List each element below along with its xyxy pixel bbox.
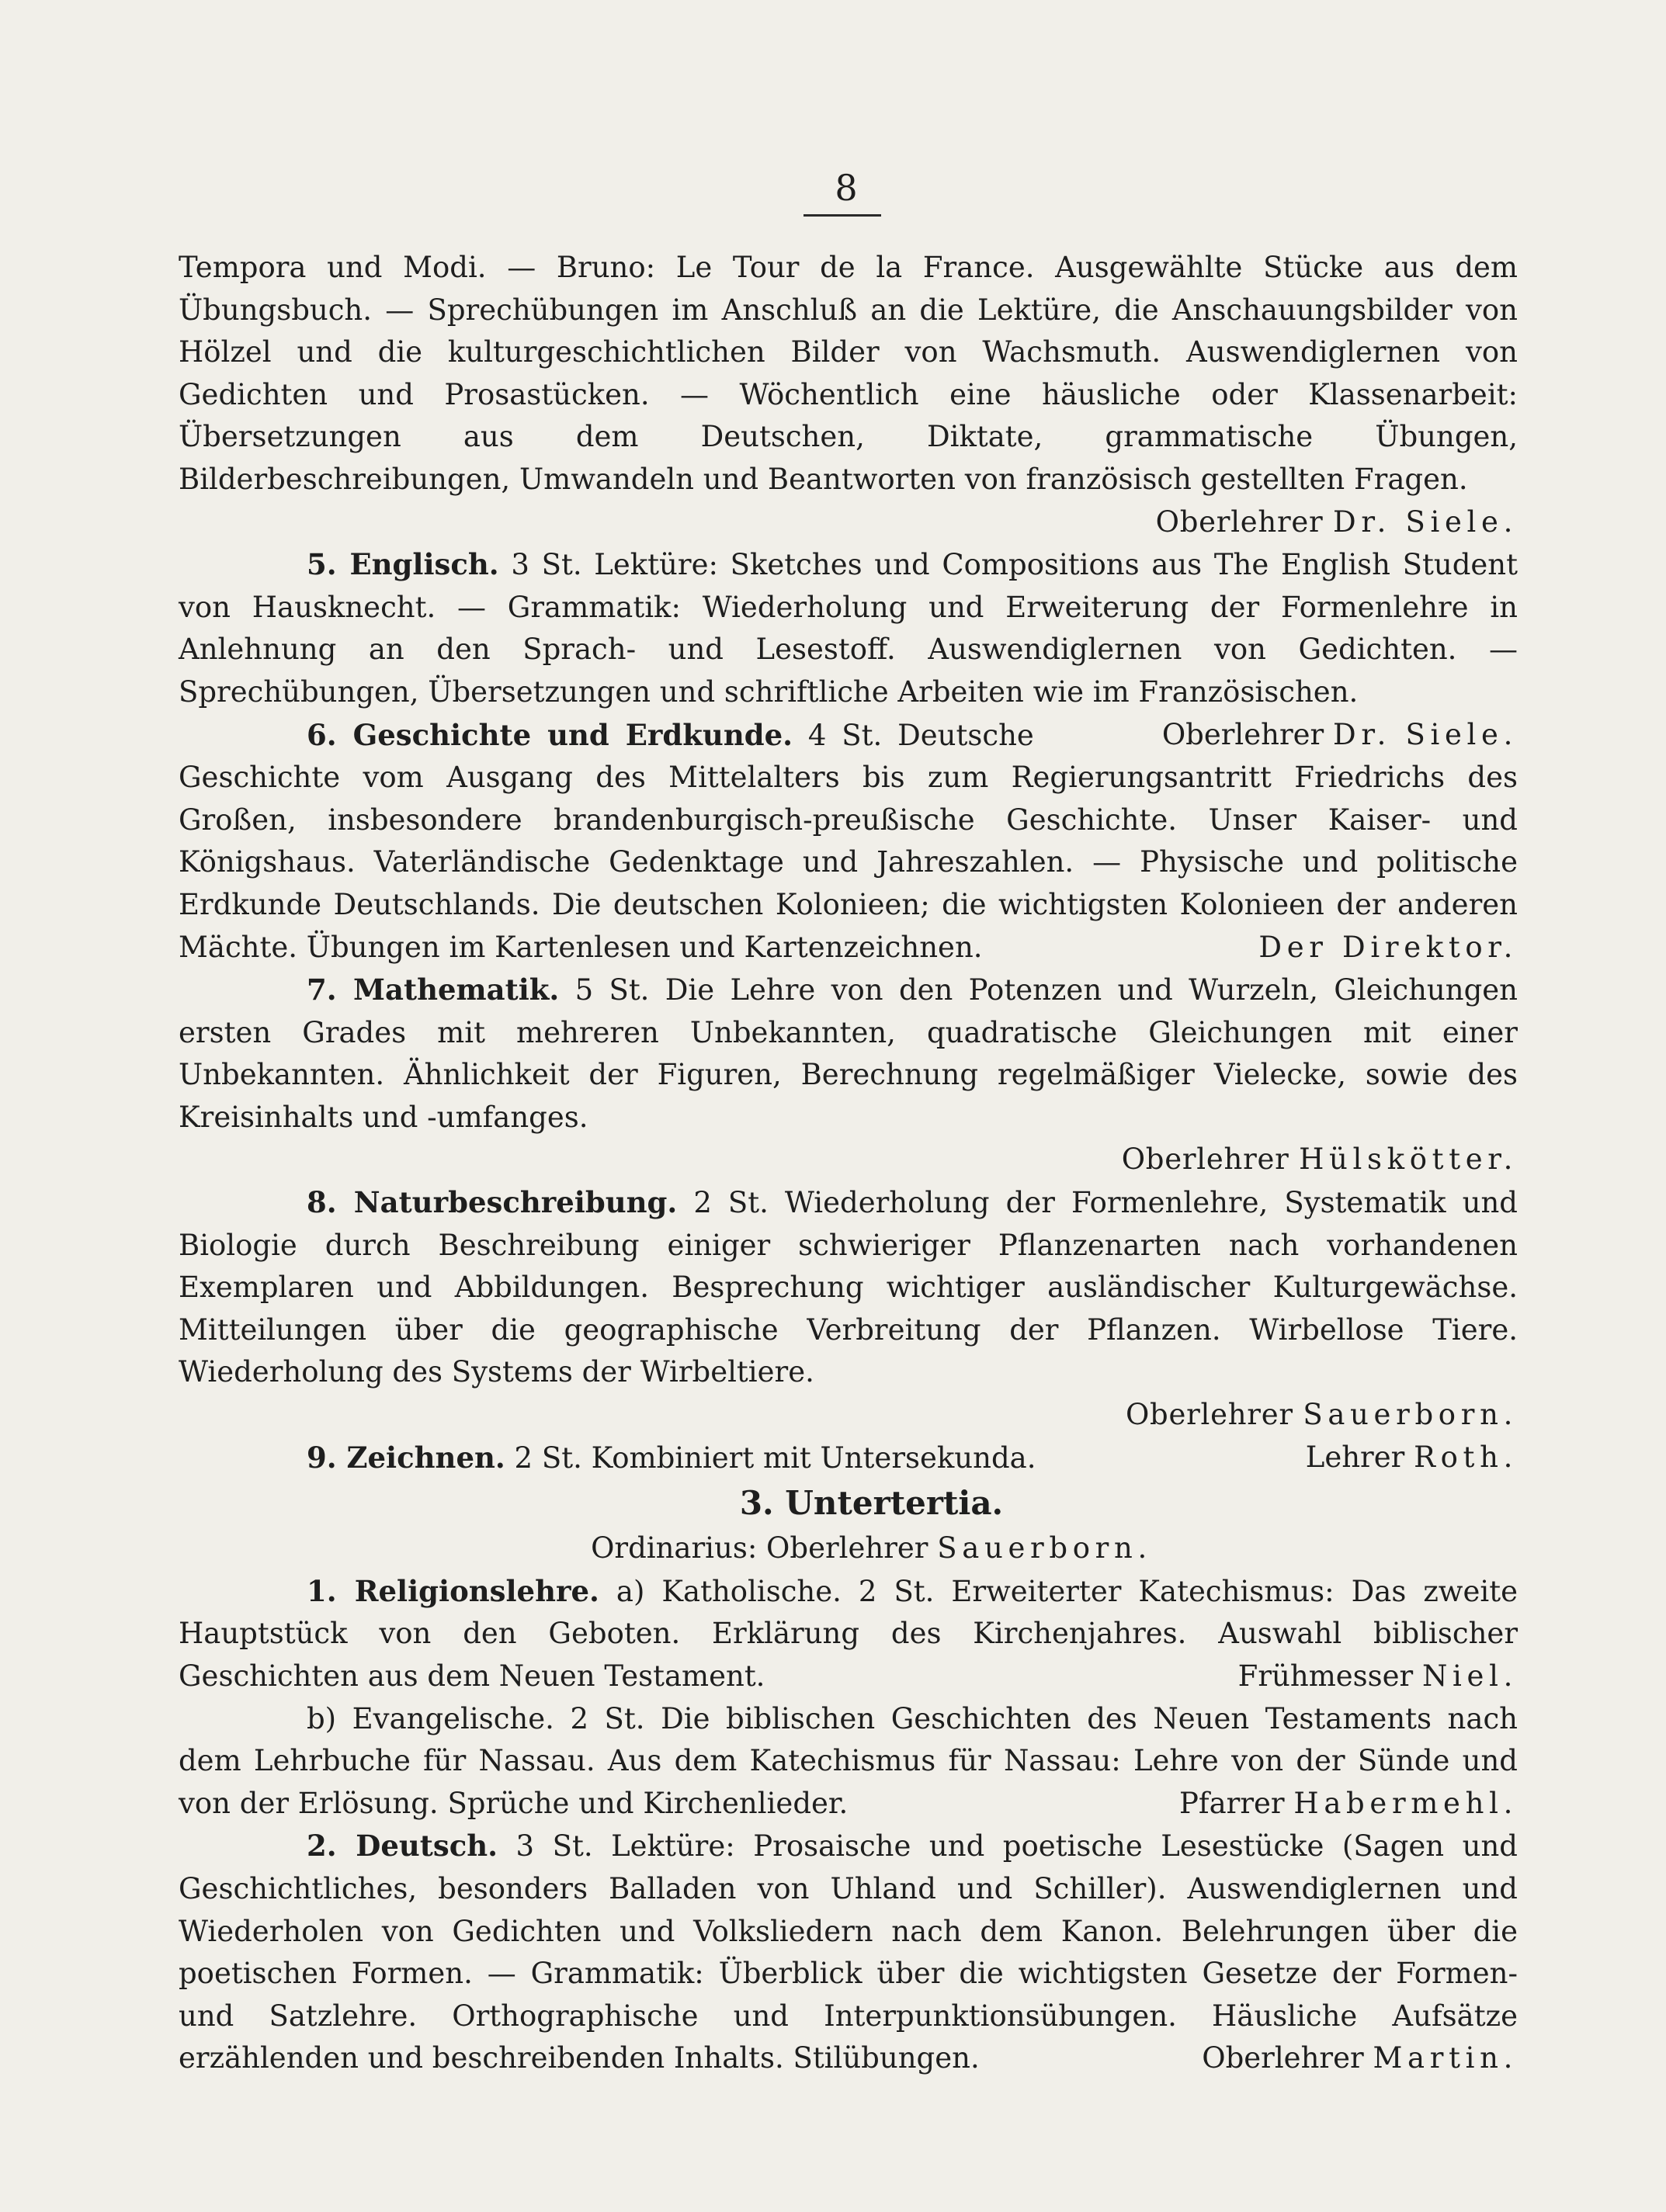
section-text: a) Katholische. 2 St. Erweiterter Katechismus: Das zweite Hauptstück von den Geboten. Erklärung des Kirchenjahres. Auswahl biblischer Geschichten aus dem Neuen Testament.: [179, 1574, 1518, 1693]
document-body: [179, 247, 1518, 2080]
signature-name: Habermehl.: [1293, 1786, 1518, 1820]
signature-title: Pfarrer: [1179, 1786, 1285, 1820]
signature-name: Niel.: [1422, 1659, 1518, 1693]
page-number: 8: [835, 167, 858, 209]
section-heading: 1. Religionslehre.: [307, 1573, 599, 1608]
signature-title: Oberlehrer: [1202, 2041, 1364, 2075]
signature-title: Oberlehrer: [1155, 504, 1324, 539]
section-religion-catholic: [179, 1570, 1518, 1698]
signature-name: Roth.: [1414, 1440, 1518, 1474]
signature-english: [1034, 714, 1518, 757]
signature-history: [1130, 927, 1518, 969]
section-religion-protestant: [179, 1698, 1518, 1825]
section-text: 2 St. Wiederholung der Formenlehre, Systematik und Biologie durch Beschreibung einiger schwieriger Pflanzenarten nach vorhandenen Exemplaren und Abbildungen. Besprechung wichtiger ausländischer Kulturgewächse. Mitteilungen über die geographische Verbreitung der Pflanzen. Wirbellose Tiere. Wiederholung des Systems der Wirbeltiere.: [179, 1186, 1518, 1389]
signature-french: [179, 501, 1518, 544]
section-german: [179, 1825, 1518, 2080]
section-text: 4 St. Deutsche Geschichte vom Ausgang des Mittelalters bis zum Regierungsantritt Friedrichs des Großen, insbesondere brandenburgisch-preußische Geschichte. Unser Kaiser- und Königshaus. Vaterländische Gedenktage und Jahreszahlen. — Physische und politische Erdkunde Deutschlands. Die deutschen Kolonieen; die wichtigsten Kolonieen der anderen Mächte. Übungen im Kartenlesen und Kartenzeichnen.: [179, 718, 1518, 964]
section-heading: 8. Naturbeschreibung.: [307, 1185, 678, 1220]
signature-title: Frühmesser: [1237, 1659, 1414, 1693]
section-heading: 7. Mathematik.: [307, 973, 560, 1007]
class-title: 3. Untertertia.: [739, 1484, 1004, 1523]
signature-natural-history: [179, 1394, 1518, 1437]
section-heading: 6. Geschichte und Erdkunde.: [307, 717, 793, 752]
ordinarius-label: Ordinarius: Oberlehrer: [591, 1531, 928, 1565]
section-natural-history: [179, 1181, 1518, 1394]
signature-mathematics: [179, 1139, 1518, 1181]
paragraph-french-continued: Tempora und Modi. — Bruno: Le Tour de la France. Ausgewählte Stücke aus dem Übungsbuch. — Sprechübungen im Anschluß an die Lektüre, die Anschauungsbilder von Hölzel und die kulturgeschichtlichen Bilder von Wachsmuth. Auswendiglernen von Gedichten und Prosastücken. — Wöchentlich eine häusliche oder Klassenarbeit: Übersetzungen aus dem Deutschen, Diktate, grammatische Übungen, Bilderbeschreibungen, Umwandeln und Beantworten von französisch gestellten Fragen.: [179, 251, 1518, 496]
signature-name: Dr. Siele.: [1333, 504, 1518, 539]
signature-title: Lehrer: [1305, 1440, 1405, 1474]
ordinarius-name: Sauerborn.: [937, 1531, 1152, 1565]
signature-drawing: [1178, 1437, 1518, 1479]
section-text: 5 St. Die Lehre von den Potenzen und Wurzeln, Gleichungen ersten Grades mit mehreren Unbekannten, quadratische Gleichungen mit einer Unbekannten. Ähnlichkeit der Figuren, Berechnung regelmäßiger Vielecke, sowie des Kreisinhalts und -umfanges.: [179, 973, 1518, 1134]
signature-title: Oberlehrer: [1121, 1142, 1289, 1177]
signature-name: Der Direktor.: [1258, 930, 1518, 964]
signature-religion-protestant: [1051, 1783, 1518, 1825]
signature-religion-catholic: [1110, 1656, 1518, 1698]
signature-title: Oberlehrer: [1161, 717, 1324, 751]
section-heading: 5. Englisch.: [307, 547, 499, 582]
signature-name: Hülskötter.: [1299, 1142, 1518, 1177]
section-mathematics: [179, 969, 1518, 1139]
signature-name: Dr. Siele.: [1333, 717, 1518, 751]
signature-name: Sauerborn.: [1303, 1398, 1518, 1432]
ordinarius-line: [179, 1527, 1518, 1570]
section-text: 2 St. Kombiniert mit Untersekunda.: [514, 1441, 1036, 1475]
signature-title: Oberlehrer: [1125, 1398, 1293, 1432]
signature-german: [1074, 2037, 1518, 2080]
section-text: b) Evangelische. 2 St. Die biblischen Geschichten des Neuen Testaments nach dem Lehrbuche für Nassau. Aus dem Katechismus für Nassau: Lehre von der Sünde und von der Erlösung. Sprüche und Kirchenlieder.: [179, 1701, 1518, 1820]
signature-name: Martin.: [1373, 2041, 1518, 2075]
section-drawing: [179, 1437, 1518, 1480]
section-text: 3 St. Lektüre: Prosaische und poetische Lesestücke (Sagen und Geschichtliches, besonders Balladen von Uhland und Schiller). Auswendiglernen und Wiederholen von Gedichten und Volksliedern nach dem Kanon. Belehrungen über die poetischen Formen. — Grammatik: Überblick über die wichtigsten Gesetze der Formen- und Satzlehre. Orthographische und Interpunktionsübungen. Häusliche Aufsätze erzählenden und beschreibenden Inhalts. Stilübungen.: [179, 1829, 1518, 2075]
section-text: 3 St. Lektüre: Sketches und Compositions aus The English Student von Hausknecht. — Grammatik: Wiederholung und Erweiterung der Formenlehre in Anlehnung an den Sprach- und Lesestoff. Auswendiglernen von Gedichten. — Sprechübungen, Übersetzungen und schriftliche Arbeiten wie im Französischen.: [179, 548, 1518, 709]
section-heading: 2. Deutsch.: [307, 1829, 498, 1864]
section-heading: 9. Zeichnen.: [307, 1440, 505, 1475]
page-number-rule: [803, 214, 881, 217]
